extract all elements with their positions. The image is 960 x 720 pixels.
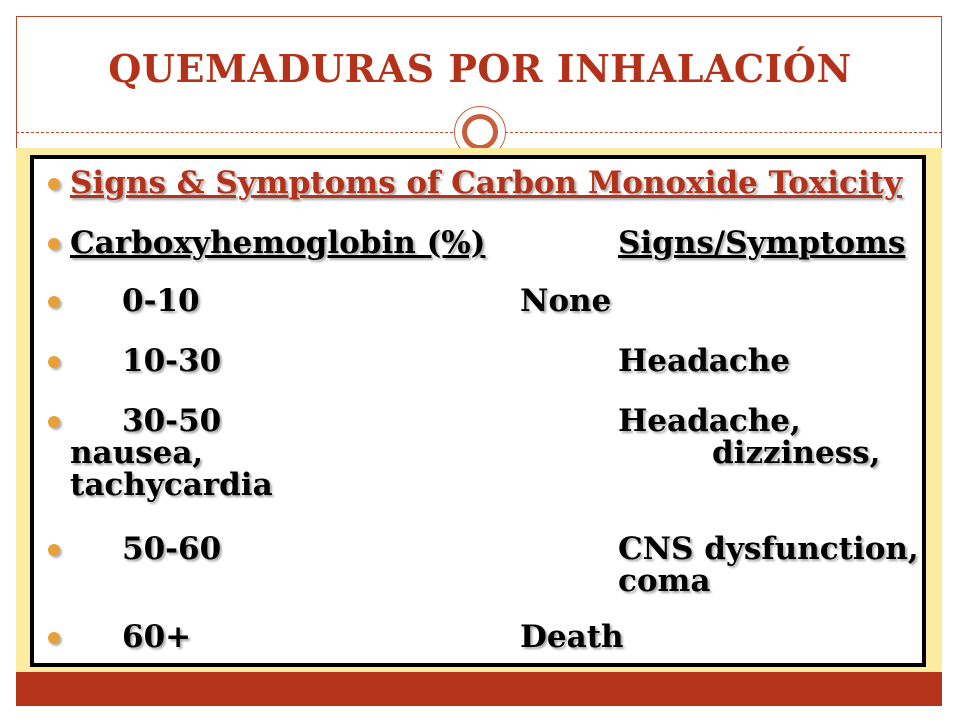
header-signs-symptoms: Signs/Symptoms — [618, 225, 906, 261]
bullet-icon — [48, 632, 60, 644]
symptom-value: Headache — [618, 343, 790, 379]
symptom-value: Death — [520, 619, 624, 655]
range-value: 30-50 — [122, 403, 222, 439]
symptom-value-line2: coma — [618, 563, 711, 599]
symptom-value: None — [520, 283, 612, 319]
symptom-value: Headache, — [618, 403, 801, 439]
symptom-value-line2b: dizziness, — [712, 435, 881, 471]
table-row — [70, 343, 790, 379]
range-value: 10-30 — [122, 343, 222, 379]
symptom-value-line3: tachycardia — [70, 467, 273, 503]
range-value: 60+ — [122, 619, 192, 655]
bullet-icon — [48, 356, 60, 368]
table-row — [70, 283, 612, 319]
circle-ornament-ring — [462, 114, 498, 150]
symptom-value: CNS dysfunction, — [618, 531, 919, 567]
table-row — [70, 531, 919, 567]
bullet-icon — [48, 178, 60, 190]
table-row — [70, 403, 801, 439]
footer-bar — [16, 672, 942, 706]
table-row-continuation — [70, 435, 881, 471]
table-header — [70, 225, 906, 261]
bullet-icon — [48, 544, 60, 556]
table-row-continuation — [70, 468, 273, 502]
range-value: 50-60 — [122, 531, 222, 567]
symptom-value-line2a: nausea, — [70, 435, 204, 471]
header-carboxyhemoglobin: Carboxyhemoglobin (%) — [70, 225, 486, 261]
bullet-icon — [48, 296, 60, 308]
range-value: 0-10 — [122, 283, 200, 319]
slide-title: QUEMADURAS POR INHALACIÓN — [108, 46, 852, 91]
bullet-icon — [48, 238, 60, 250]
section-heading: Signs & Symptoms of Carbon Monoxide Toxicity — [70, 165, 902, 201]
bullet-icon — [48, 416, 60, 428]
table-row — [70, 619, 624, 655]
